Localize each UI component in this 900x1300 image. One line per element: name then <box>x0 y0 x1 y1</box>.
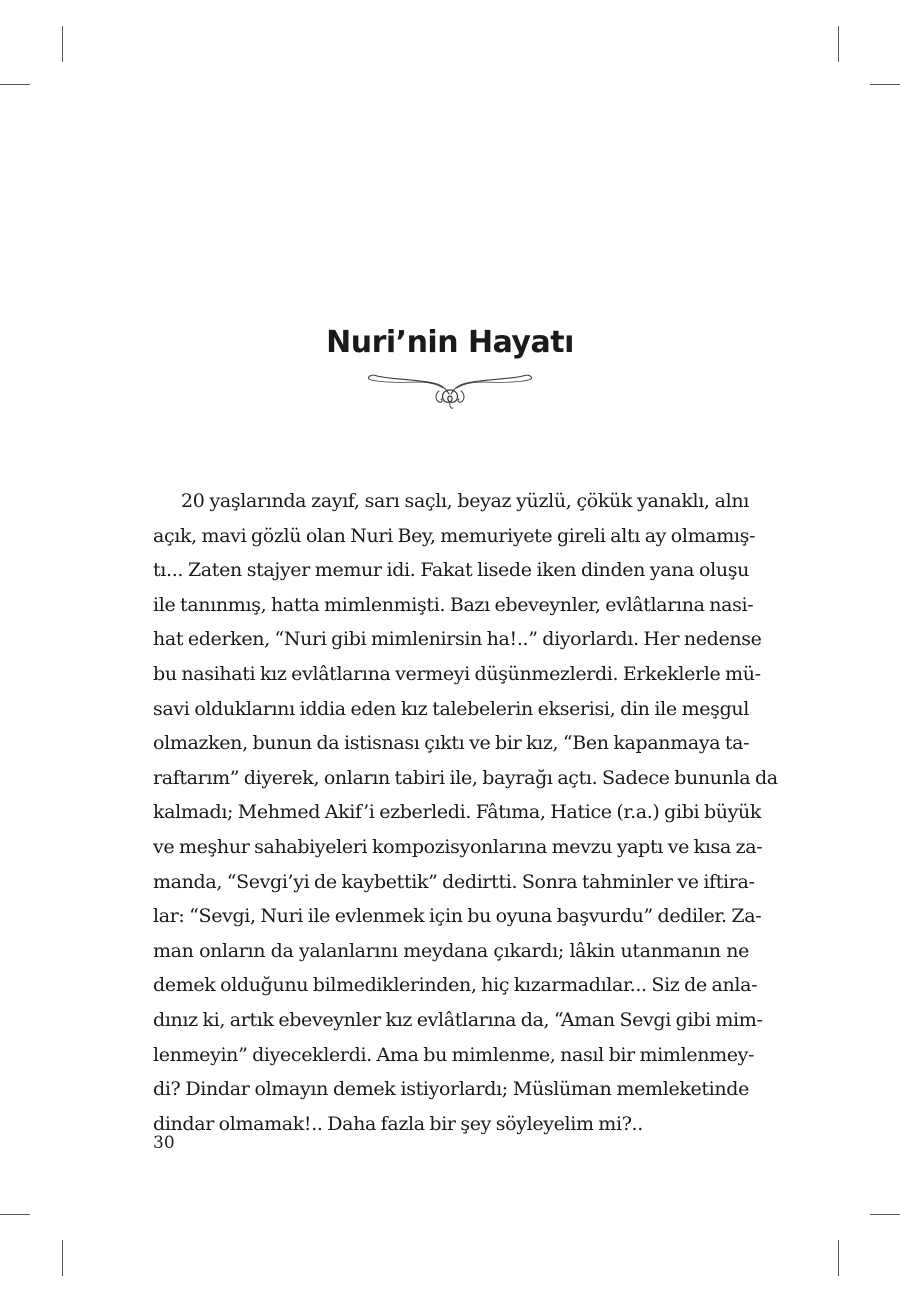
crop-mark-top-left-horizontal <box>0 84 30 85</box>
scroll-flourish-icon <box>365 370 535 412</box>
paragraph-line: lar: “Sevgi, Nuri ile evlenmek için bu oyuna başvurdu” dediler. Za- <box>153 905 762 928</box>
paragraph-line: demek olduğunu bilmediklerinden, hiç kızarmadılar... Siz de anla- <box>153 974 758 997</box>
paragraph-line: dindar olmamak!.. Daha fazla bir şey söyleyelim mi?.. <box>153 1112 643 1135</box>
body-paragraph <box>153 484 778 1141</box>
paragraph-line: kalmadı; Mehmed Akif’i ezberledi. Fâtıma, Hatice (r.a.) gibi büyük <box>153 801 762 824</box>
crop-mark-top-right-horizontal <box>870 84 900 85</box>
paragraph-line: man onların da yalanlarını meydana çıkardı; lâkin utanmanın ne <box>153 939 749 962</box>
paragraph-line: bu nasihati kız evlâtlarına vermeyi düşünmezlerdi. Erkeklerle mü- <box>153 662 761 685</box>
crop-mark-bottom-right-horizontal <box>870 1214 900 1215</box>
paragraph-line: ve meşhur sahabiyeleri kompozisyonlarına mevzu yaptı ve kısa za- <box>153 835 763 858</box>
paragraph-line: hat ederken, “Nuri gibi mimlenirsin ha!..” diyorlardı. Her nedense <box>153 628 762 651</box>
crop-mark-bottom-left-vertical <box>62 1240 63 1276</box>
paragraph-line: raftarım” diyerek, onların tabiri ile, bayrağı açtı. Sadece bununla da <box>153 766 778 789</box>
paragraph-line: lenmeyin” diyeceklerdi. Ama bu mimlenme, nasıl bir mimlenmey- <box>153 1043 755 1066</box>
paragraph-line: olmazken, bunun da istisnası çıktı ve bir kız, “Ben kapanmaya ta- <box>153 732 750 755</box>
paragraph-line: manda, “Sevgi’yi de kaybettik” dedirtti. Sonra tahminler ve iftira- <box>153 870 755 893</box>
chapter-title: Nuri’nin Hayatı <box>326 325 574 360</box>
crop-mark-bottom-right-vertical <box>838 1240 839 1276</box>
paragraph-line: ile tanınmış, hatta mimlenmişti. Bazı ebeveynler, evlâtlarına nasi- <box>153 593 754 616</box>
crop-mark-top-left-vertical <box>62 26 63 62</box>
paragraph-line: dınız ki, artık ebeveynler kız evlâtlarına da, “Aman Sevgi gibi mim- <box>153 1008 763 1031</box>
paragraph-line: 20 yaşlarında zayıf, sarı saçlı, beyaz yüzlü, çökük yanaklı, alnı <box>181 490 749 512</box>
paragraph-line: savi olduklarını iddia eden kız talebelerin ekserisi, din ile meşgul <box>153 697 749 720</box>
paragraph-line: di? Dindar olmayın demek istiyorlardı; Müslüman memleketinde <box>153 1078 749 1101</box>
page-number: 30 <box>153 1133 175 1153</box>
crop-mark-top-right-vertical <box>838 26 839 62</box>
crop-mark-bottom-left-horizontal <box>0 1214 30 1215</box>
paragraph-line: açık, mavi gözlü olan Nuri Bey, memuriyete gireli altı ay olmamış- <box>153 524 756 547</box>
paragraph-line: tı... Zaten stajyer memur idi. Fakat lisede iken dinden yana oluşu <box>153 559 749 582</box>
